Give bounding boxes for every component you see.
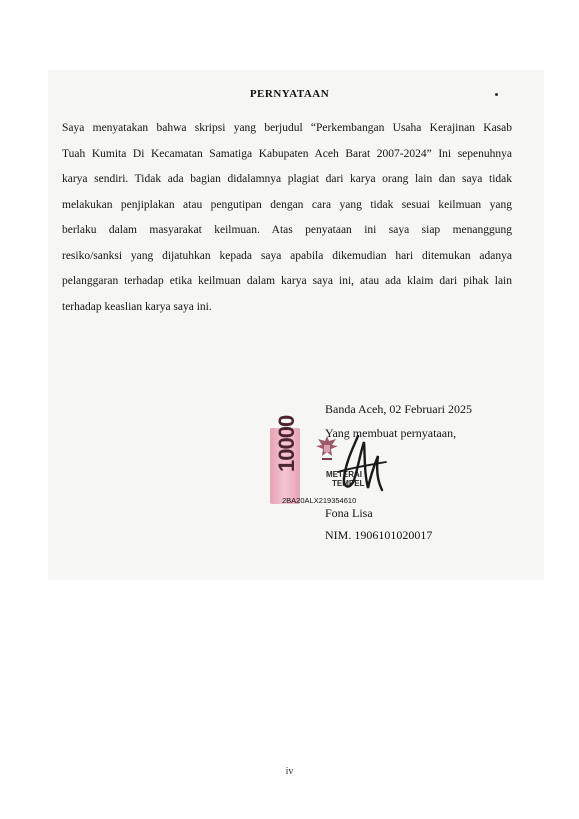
body-line: Tuah Kumita Di Kecamatan Samatiga Kabupaten Aceh Barat 2007-2024” Ini sepenuhnya — [62, 147, 512, 160]
handwritten-signature — [330, 432, 390, 498]
stamp-label-1: METERAI — [326, 470, 362, 479]
body-line: terhadap keaslian karya saya ini. — [62, 300, 212, 313]
body-line: berlaku dalam masyarakat keilmuan. Atas penyataan ini saya siap menanggung — [62, 224, 512, 236]
scan-speck — [495, 93, 498, 96]
body-line: melakukan penjiplakan atau pengutipan dengan cara yang tidak sesuai keilmuan yang — [62, 198, 512, 211]
page-number: iv — [285, 766, 294, 777]
body-line: pelanggaran terhadap etika keilmuan dalam karya saya ini, atau ada klaim dari pihak lain — [62, 275, 512, 287]
signer-role: Yang membuat pernyataan, — [325, 426, 457, 440]
body-line: Saya menyatakan bahwa skripsi yang berjudul “Perkembangan Usaha Kerajinan Kasab — [62, 122, 512, 134]
page-title: PERNYATAAN — [249, 88, 330, 100]
nim: NIM. 1906101020017 — [325, 528, 433, 542]
stamp-label-2: TEMPEL — [332, 479, 365, 488]
place-date: Banda Aceh, 02 Februari 2025 — [325, 402, 472, 416]
body-line: karya sendiri. Tidak ada bagian didalamnya plagiat dari karya orang lain dan saya tidak — [62, 173, 512, 185]
stamp-serial: 2BA20ALX219354610 — [282, 496, 357, 505]
stamp-value: 10000 — [274, 415, 299, 472]
signer-name: Fona Lisa — [325, 506, 373, 520]
statement-paragraph — [62, 116, 512, 320]
body-line: resiko/sanksi yang dijatuhkan kepada saya apabila dikemudian hari ditemukan adanya — [62, 249, 512, 262]
